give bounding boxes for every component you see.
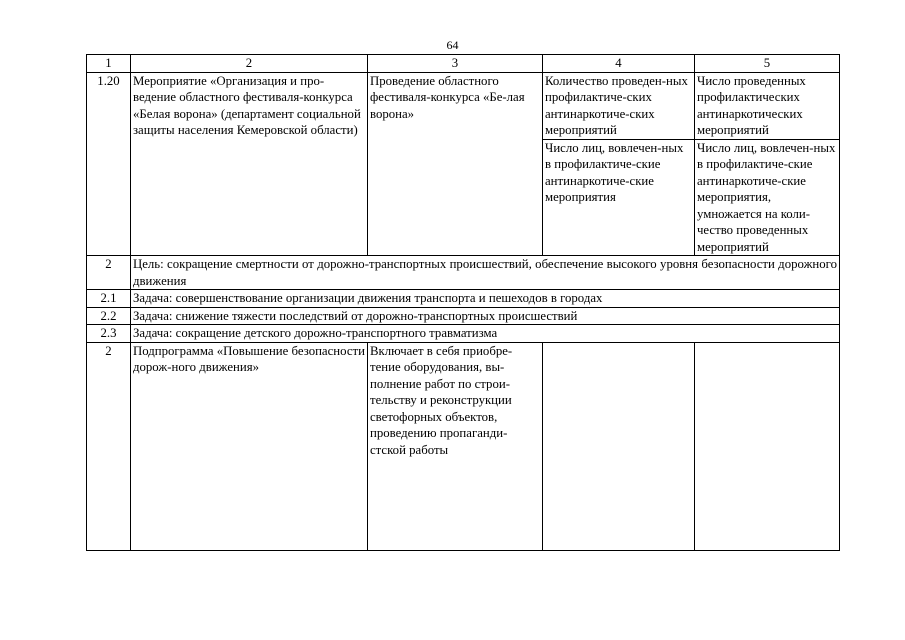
table-row	[87, 290, 840, 308]
header-row	[87, 55, 840, 73]
measures-table	[86, 54, 840, 551]
row-number: 2	[87, 342, 131, 550]
row-number: 2.1	[87, 290, 131, 308]
header-cell-1: 1	[87, 55, 131, 73]
table-row	[87, 307, 840, 325]
header-cell-5: 5	[695, 55, 840, 73]
task-text: Задача: сокращение детского дорожно-транспортного травматизма	[131, 325, 840, 343]
row-number: 2.3	[87, 325, 131, 343]
header-cell-4: 4	[543, 55, 695, 73]
indicator-method: Число проведенных профилактических антинаркотических мероприятий	[695, 72, 840, 139]
measure-name: Мероприятие «Организация и про-ведение областного фестиваля-конкурса «Белая ворона» (департамент социальной защиты населения Кемеровской области)	[131, 72, 368, 256]
subprogram-description: Включает в себя приобре-тение оборудования, вы-полнение работ по строи-тельству и реконструкции светофорных объектов, проведению пропаганди-стской работы	[368, 342, 543, 550]
header-cell-3: 3	[368, 55, 543, 73]
table-row	[87, 256, 840, 290]
task-text: Задача: совершенствование организации движения транспорта и пешеходов в городах	[131, 290, 840, 308]
indicator-name: Число лиц, вовлечен-ных в профилактиче-ские антинаркотиче-ские мероприятия	[543, 139, 695, 256]
goal-text: Цель: сокращение смертности от дорожно-транспортных происшествий, обеспечение высокого уровня безопасности дорожного движения	[131, 256, 840, 290]
table-row	[87, 342, 840, 550]
indicator-method: Число лиц, вовлечен-ных в профилактиче-ские антинаркотиче-ские мероприятия, умножается на коли-чество проведенных мероприятий	[695, 139, 840, 256]
measure-description: Проведение областного фестиваля-конкурса «Бе-лая ворона»	[368, 72, 543, 256]
table-row	[87, 72, 840, 139]
indicator-name: Количество проведен-ных профилактиче-ских антинаркотиче-ских мероприятий	[543, 72, 695, 139]
header-cell-2: 2	[131, 55, 368, 73]
task-text: Задача: снижение тяжести последствий от дорожно-транспортных происшествий	[131, 307, 840, 325]
page-number: 64	[446, 38, 459, 52]
table-row	[87, 325, 840, 343]
indicator-method	[695, 342, 840, 550]
row-number: 1.20	[87, 72, 131, 256]
subprogram-name: Подпрограмма «Повышение безопасности дорож-ного движения»	[131, 342, 368, 550]
row-number: 2	[87, 256, 131, 290]
indicator-name	[543, 342, 695, 550]
row-number: 2.2	[87, 307, 131, 325]
